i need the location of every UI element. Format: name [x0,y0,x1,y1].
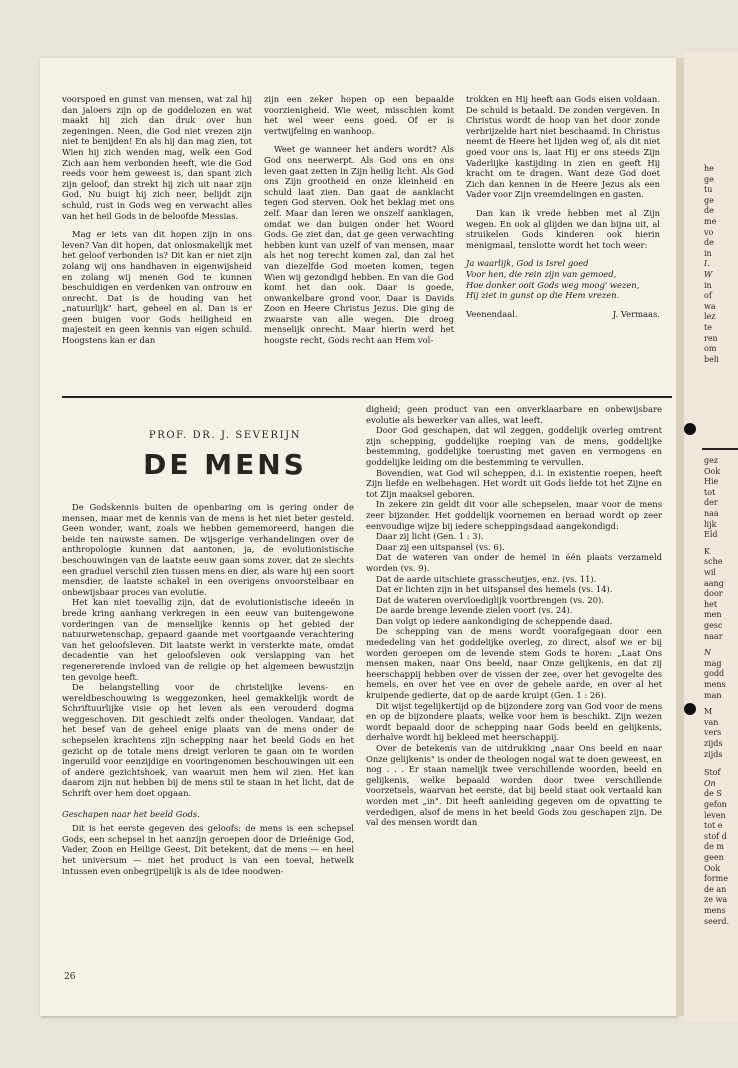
next-page-fragment: wil [704,568,716,577]
next-page-fragment: of [704,291,712,301]
next-page-fragment: gefon [704,800,727,809]
next-page-fragment: ge [704,195,714,205]
decree: Dat er lichten zijn in het uitspansel des hemels (vs. 14). [376,584,613,595]
article-column-right [366,404,662,828]
poem-line: Hij ziet in gunst op die Hem vrezen. [466,290,620,301]
signoff [466,309,660,320]
next-page-fragment: Ook [704,863,721,873]
next-page-fragment: mag [704,658,722,668]
poem-line: Ja waarlijk, God is Isrel goed [466,258,589,269]
next-page-fragment: tot e [704,821,723,831]
next-page-fragment: Stof [704,768,721,778]
next-page-fragment: sche [704,557,723,567]
next-page-divider [702,448,738,450]
next-page-fragment: de [704,238,714,248]
next-page-fragment: I. [704,259,710,269]
next-page-fragment: der [704,498,718,508]
article-column-left [62,502,354,876]
next-page-fragment: ren [704,333,718,343]
next-page-fragment: man [704,690,722,700]
next-page-fragment: W [704,270,713,279]
top-column-2 [264,94,454,346]
signature: J. Vermaas. [612,308,660,319]
next-page-fragment: he [704,164,714,173]
paragraph: De Godskennis buiten de openbaring om is gering onder de mensen, maar met de kennis van de mens is het niet beter gesteld. Geen wonder, want, zoals we hebben gememoreerd, hangen die beide ten nauwste samen. De wijsgerige verhandelingen over de anthropologie kunnen dat aantonen, ja, de evolutionistische beschouwingen van de laatste eeuw gaan soms zover, dat ze slechts een graduel verschil zien tussen mens en dier, als ware hij een soort mensdier, de laatste schakel in een overigens onvoorstelbaar en onbewijsbaar proces van evolutie. [62,502,354,597]
paragraph: Bovendien, wat God wil scheppen, d.i. in existentie roepen, heeft Zijn liefde en welbehagen. Het wordt uit Gods liefde tot het Zijne en tot Zijn maaksel geboren. [366,467,662,499]
binding-hole [684,703,696,715]
subheading: Geschapen naar het beeld Gods. [62,808,200,819]
next-page-fragment: om [704,344,717,354]
paragraph: De belangstelling voor de christelijke levens- en wereldbeschouwing is weggezonken, heel gemakkelijk wordt de Schriftuurlijke visie op het leven als een verouderd dogma weggeschoven. Dit geschiedt zelfs onder theologen. Vandaar, dat het besef van de geheel enige plaats van de mens onder de schepselen krachtens zijn schepping naar het beeld Gods en het gezicht op de totale mens dreigt verloren te gaan om te worden ingeruild voor eenzijdige en vooringenomen beschouwingen uit een of andere gezichtshoek, van waaruit men hem wil zien. Het kan daarom zijn nut hebben bij de mens stil te staan in het licht, dat de Schrift over hem doet opgaan. [62,682,354,799]
decree: Dat de aarde uitschiete grasscheutjes, enz. (vs. 11). [376,573,597,584]
next-page-fragment: Ook [704,466,721,476]
page-edge [676,58,684,1016]
next-page-fragment: naa [704,509,719,518]
next-page-fragment: te [704,323,712,332]
poem-line: Voor hen, die rein zijn van gemoed, [466,268,617,279]
next-page-fragment: van [704,717,719,727]
next-page [684,52,738,1022]
decree: Dat de wateren overvloediglijk voortbrengen (vs. 20). [376,594,604,605]
next-page-fragment: in [704,248,712,258]
paragraph: Dit wijst tegelijkertijd op de bijzondere zorg van God voor de mens en op de bijzondere plaats, welke voor hem is beschikt. Zijn wezen wordt bepaald door de schepping naar Gods beeld en gelijkenis, derhalve wordt hij bekleed met heerschappij. [366,700,662,743]
top-column-3 [466,94,660,319]
next-page-fragment: in [704,280,712,290]
next-page-fragment: ze wa [704,895,728,905]
article-title: DE MENS [143,448,307,481]
next-page-fragment: N [704,648,711,658]
next-page-fragment: men [704,610,722,620]
paragraph: digheid; geen product van een onverklaarbare en onbewijsbare evolutie als bewerker van alles, wat leeft. [366,404,662,425]
next-page-fragment: me [704,217,717,226]
next-page-fragment: K [704,546,710,556]
next-page-fragment: de m [704,842,724,852]
next-page-fragment: zijds [704,739,723,748]
next-page-fragment: mens [704,906,726,915]
paragraph: zijn een zeker hopen op een bepaalde voorzienigheid. Wie weet, misschien komt het wel weer eens goed. Of er is vertwijfeling en wanhoop. [264,94,454,136]
paragraph: Dit is het eerste gegeven des geloofs: de mens is een schepsel Gods, een schepsel in het aanzijn geroepen door de Drieënige God, Vader, Zoon en Heilige Geest. Dit betekent, dat de mens — en heel het universum — niet het product is van een toeval, hetwelk intussen even onbegrijpelijk is als de idee noodwen- [62,823,354,876]
poem [466,258,660,300]
next-page-fragment: de an [704,884,727,894]
decree: Daar zij een uitspansel (vs. 6). [376,541,505,552]
next-page-fragment: ge [704,174,714,184]
paragraph: trokken en Hij heeft aan Gods eisen voldaan. De schuld is betaald. De zonden vergeven. In Christus wordt de hoop van het door zonde verbrijzelde hart niet beschaamd. In Christus neemt de Heere het lijden weg of, als dit niet goed voor ons is, laat Hij er ons steeds Zijn Vaderlijke kastijding in zien en geeft Hij kracht om te dragen. Want deze God doet Zich dan kennen in de Heere Jezus als een Vader voor Zijn vreemdelingen en gasten. [466,94,660,200]
next-page-fragment: stof d [704,831,727,841]
page-number: 26 [64,972,76,982]
next-page-fragment: zijds [704,749,723,759]
next-page-fragment: gez [704,456,719,465]
next-page-fragment: lez [704,312,716,322]
next-page-fragment: seerd. [704,916,730,926]
next-page-fragment: vo [704,227,714,237]
next-page-fragment: geen [704,853,724,862]
next-page-fragment: Hie [704,477,719,487]
next-page-fragment: godd [704,669,725,679]
next-page-fragment: M [704,707,713,717]
decree: Daar zij licht (Gen. 1 : 3). [376,531,484,542]
paragraph: Over de betekenis van de uitdrukking „naar Ons beeld en naar Onze gelijkenis" is onder de theologen nogal wat te doen geweest, en nog . . . Er staan namelijk twee verschillende woorden, beeld en gelijkenis, welke bepaald worden door twee verschillende voorzetsels, waarvan het eerste, dat bij beeld staat ook vertaald kan worden met „in". Dit heeft aanleiding gegeven om de opvatting te verdedigen, alsof de mens in het beeld Gods zou geschapen zijn. De val des mensen wordt dan [366,743,662,828]
paragraph: Het kan niet toevallig zijn, dat de evolutionistische ideeën in brede kring aanhang verkregen in een eeuw van buitengewone vorderingen van de menselijke kennis op het gebied der natuurwetenschap, gepaard gaande met voortgaande verachtering van het geloofsleven. Dit laatste werkt in versterkte mate, omdat decadentie van het geloofsleven ook verslapping van het regenererende invloed van de religie op het algemeen bewustzijn ten gevolge heeft. [62,597,354,682]
next-page-fragment: het [704,599,718,609]
next-page-fragment: Eld [704,530,718,540]
paragraph: Mag er iets van dit hopen zijn in ons leven? Van dit hopen, dat onlosmakelijk met het geloof verbonden is? Dit kan er niet zijn zolang wij ons handhaven in eigenwijsheid en zolang wij menen God te kunnen beschuldigen en verdenken van ontrouw en onrecht. Dat is de houding van het „natuurlijk" hart, geheel en al. Dan is er geen buigen voor Gods heiligheid en majesteit en geen kennis van eigen schuld. Hoogstens kan er dan [62,229,252,346]
paragraph: voorspoed en gunst van mensen, wat zal hij dan jaloers zijn op de goddelozen en wat maakt hij zich dan druk over hun zegeningen. Neen, die God niet vrezen zijn niet te benijden! En als hij dan mag zien, tot Wien hij zich wenden mag, welk een God Zich aan hem verbonden heeft, wie die God reeds voor hem geweest is, dan spant zich zijn geloof, dan strekt hij zich uit naar zijn God. Nu buigt hij zich neer, belijdt zijn schuld, rust in Gods weg en verwacht alles van het heil Gods in de beloofde Messias. [62,94,252,221]
decree: Dan volgt op iedere aankondiging de scheppende daad. [376,615,613,626]
next-page-fragment: aang [704,578,724,588]
next-page-fragment: gesc [704,621,723,630]
next-page-fragment: On [704,778,716,788]
next-page-fragment: de [704,206,714,216]
paragraph: Weet ge wanneer het anders wordt? Als God ons neerwerpt. Als God ons en ons leven gaat zetten in Zijn heilig licht. Als God ons Zijn grootheid en onze kleinheid en schuld laat zien. Dan gaat de aanklacht tegen God sterven. Ook het beklag met ons zelf. Maar dan leren we onszelf aanklagen, omdat we dan buigen onder het Woord Gods. Ge ziet dan, dat ge geen verwachting hebben kunt van uzelf of van mensen, maar als het nog terecht komen zal, dan zal het van diezelfde God moeten komen, tegen Wien wij gezondigd hebben. En van die God komt het dan ook. Daar is goede, onwankelbare grond voor. Daar is Davids Zoon en Heere Christus Jezus. Die ging de zwaarste van alle wegen. Die droeg menselijk onrecht. Maar hierin werd het hoogste recht, Gods recht aan Hem vol- [264,144,454,346]
paragraph: Dan kan ik vrede hebben met al Zijn wegen. En ook al glijden we dan bijna uit, al struikelen Gods kinderen ook hierin menigmaal, tenslotte wordt het toch weer: [466,207,660,250]
next-page-fragment: mens [704,680,726,689]
paragraph: De schepping van de mens wordt voorafgegaan door een mededeling van het goddelijke overleg, zo direct, alsof we er bij worden geroepen om de levende stem Gods te horen: „Laat Ons mensen maken, naar Ons beeld, naar Onze gelijkenis, en dat zij heerschappij hebben over de vissen der zee, over het gevogelte des hemels, en over het vee en over de gehele aarde, en over al het kruipende gedierte, dat op de aarde kruipt (Gen. 1 : 26). [366,626,662,701]
paragraph: Door God geschapen, dat wil zeggen, goddelijk overleg omtrent zijn schepping, goddelijke roeping van de mens, goddelijke bestemming, goddelijke toerusting met gaven en vermogens en goddelijke leiding om die bestemming te vervullen. [366,425,662,467]
poem-line: Hoe donker ooit Gods weg moog' wezen, [466,279,640,290]
next-page-fragment: leven [704,810,726,820]
place: Veenendaal. [466,308,518,319]
next-page-fragment: tu [704,185,713,195]
next-page-fragment: wa [704,301,716,311]
next-page-fragment: door [704,589,723,599]
binding-hole [684,423,696,435]
decree: De aarde brenge levende zielen voort (vs. 24). [376,605,573,616]
next-page-fragment: naar [704,631,723,641]
next-page-fragment: tot [704,487,716,497]
paragraph: In zekere zin geldt dit voor alle schepselen, maar voor de mens zeer bijzonder. Het goddelijk voornemen en beraad wordt op zeer eenvoudige wijze bij iedere scheppingsdaad aangekondigd: [366,499,662,531]
next-page-fragment: beli [704,354,719,364]
next-page-fragment: de S [704,789,722,799]
section-divider [62,396,672,398]
next-page-fragment: vers [704,728,722,738]
article-author: PROF. DR. J. SEVERIJN [148,430,302,441]
top-column-1 [62,94,252,346]
decree: Dat de wateren van onder de hemel in één plaats verzameld worden (vs. 9). [366,552,662,573]
next-page-fragment: lijk [704,519,717,529]
next-page-fragment: forme [704,874,728,884]
